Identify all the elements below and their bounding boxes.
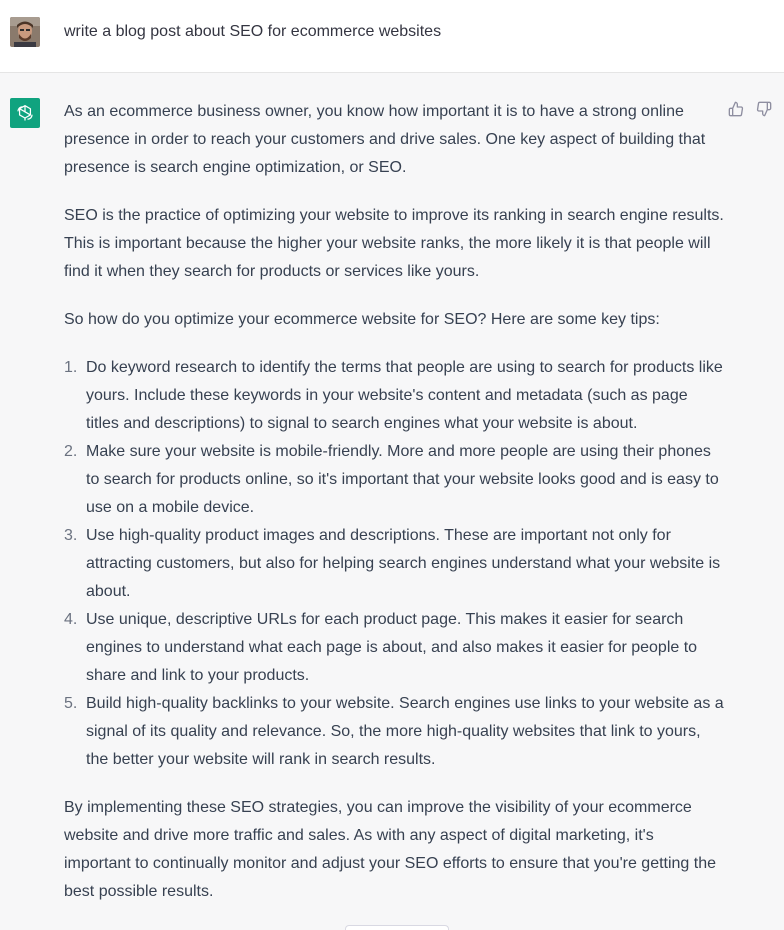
list-number: 5. bbox=[64, 695, 78, 712]
user-message-row bbox=[0, 0, 784, 73]
list-item-text: Do keyword research to identify the terms that people are using to search for products like yours. Include these keywords in your website's content and metadata (such as page titles and descriptions) to signal to search engines what your website is about. bbox=[86, 359, 723, 432]
user-message-text: write a blog post about SEO for ecommerce websites bbox=[64, 23, 442, 40]
openai-logo-icon bbox=[10, 98, 40, 128]
regenerate-button[interactable] bbox=[345, 925, 449, 930]
list-item-text: Make sure your website is mobile-friendly. More and more people are using their phones to search for products online, so it's important that your website looks good and is easy to use on a mobile device. bbox=[86, 443, 719, 516]
list-item-text: Use unique, descriptive URLs for each product page. This makes it easier for search engines to understand what each page is about, and also makes it easier for people to share and link to your products. bbox=[86, 611, 698, 684]
conclusion-paragraph: By implementing these SEO strategies, you can improve the visibility of your ecommerce website and drive more traffic and sales. As with any aspect of digital marketing, it's important to continually monitor and adjust your SEO efforts to ensure that you're getting the best possible results. bbox=[64, 799, 717, 900]
list-item bbox=[64, 522, 724, 606]
assistant-response bbox=[64, 98, 724, 926]
list-item bbox=[64, 354, 724, 438]
list-item bbox=[64, 606, 724, 690]
intro-paragraph-3: So how do you optimize your ecommerce website for SEO? Here are some key tips: bbox=[64, 311, 660, 328]
tips-list bbox=[64, 354, 724, 774]
intro-paragraph-1: As an ecommerce business owner, you know how important it is to have a strong online presence in order to reach your customers and drive sales. One key aspect of building that presence is search engine optimization, or SEO. bbox=[64, 103, 706, 176]
list-number: 4. bbox=[64, 611, 78, 628]
list-number: 1. bbox=[64, 359, 78, 376]
list-number: 2. bbox=[64, 443, 78, 460]
list-item bbox=[64, 690, 724, 774]
list-item-text: Build high-quality backlinks to your website. Search engines use links to your website as a signal of its quality and relevance. So, the more high-quality websites that link to yours, the better your website will rank in search results. bbox=[86, 695, 724, 768]
thumbs-down-icon[interactable] bbox=[755, 100, 773, 118]
list-item-text: Use high-quality product images and descriptions. These are important not only for attracting customers, but also for helping search engines understand what your website is about. bbox=[86, 527, 721, 600]
user-avatar bbox=[10, 17, 40, 47]
list-number: 3. bbox=[64, 527, 78, 544]
intro-paragraph-2: SEO is the practice of optimizing your website to improve its ranking in search engine results. This is important because the higher your website ranks, the more likely it is that people will find it when they search for products or services like yours. bbox=[64, 207, 724, 280]
thumbs-up-icon[interactable] bbox=[727, 100, 745, 118]
list-item bbox=[64, 438, 724, 522]
assistant-message-row bbox=[0, 73, 784, 930]
